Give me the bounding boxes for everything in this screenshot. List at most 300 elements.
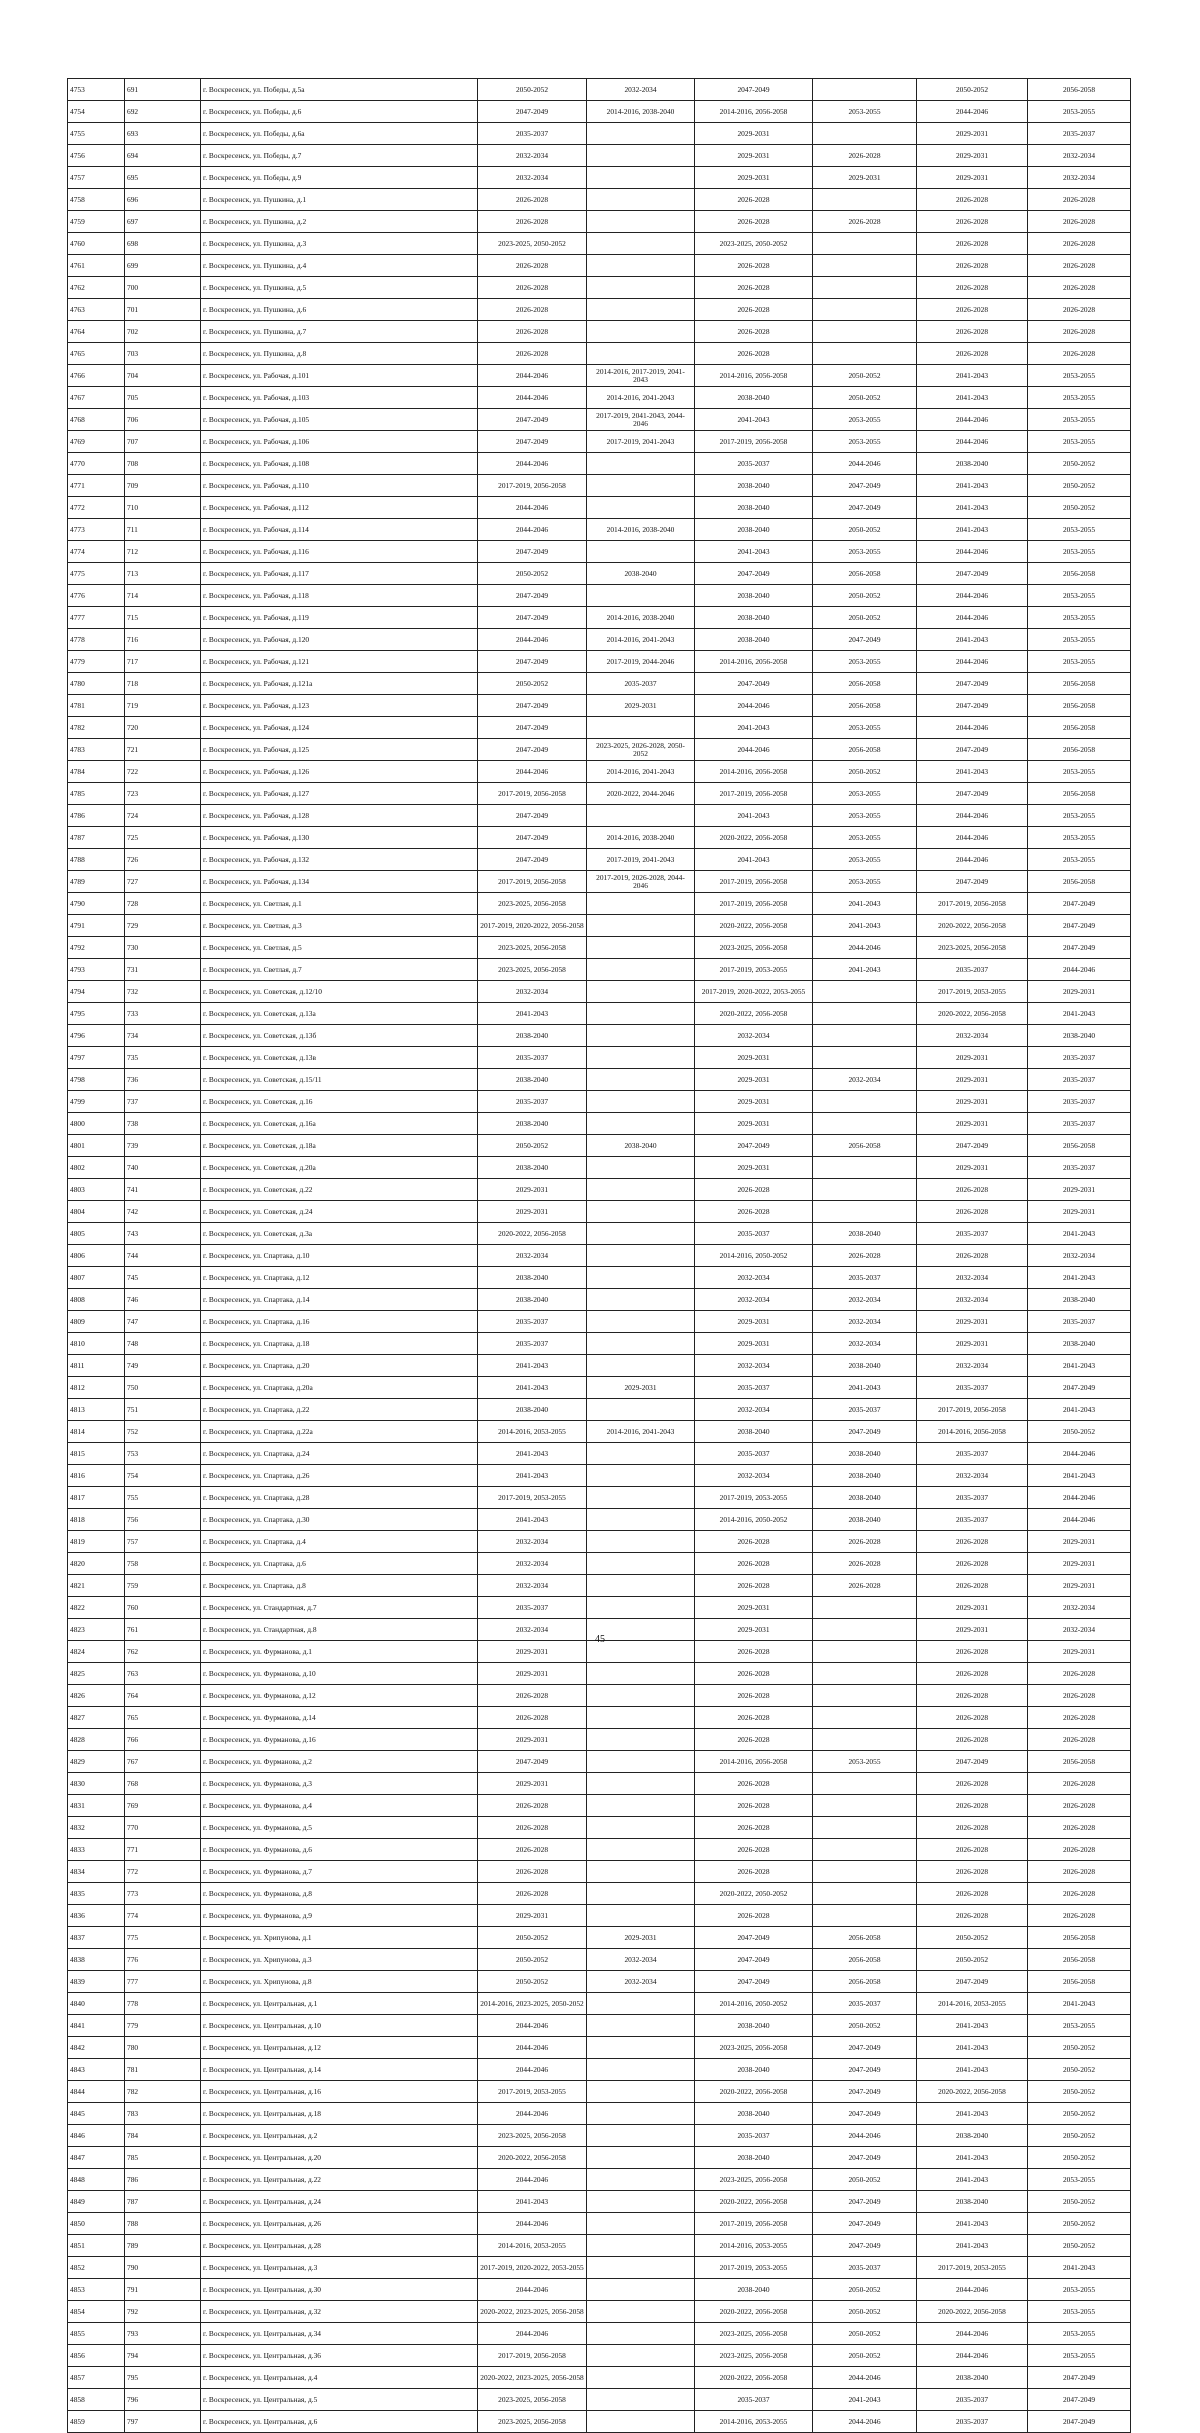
period-cell-5: 2026-2028 [917, 1773, 1028, 1795]
table-row [68, 2367, 1131, 2389]
period-cell-2 [587, 2367, 695, 2389]
period-cell-1: 2026-2028 [478, 299, 587, 321]
address-cell: г. Воскресенск, ул. Советская, д.24 [201, 1201, 478, 1223]
period-cell-5: 2044-2046 [917, 541, 1028, 563]
period-cell-6: 2056-2058 [1028, 739, 1131, 761]
item-number-cell: 762 [125, 1641, 201, 1663]
period-cell-4: 2056-2058 [813, 695, 917, 717]
period-cell-3: 2047-2049 [695, 563, 813, 585]
table-row [68, 1597, 1131, 1619]
table-row [68, 1905, 1131, 1927]
address-cell: г. Воскресенск, ул. Спартака, д.20 [201, 1355, 478, 1377]
period-cell-5: 2023-2025, 2056-2058 [917, 937, 1028, 959]
row-number-cell: 4846 [68, 2125, 125, 2147]
period-cell-1: 2038-2040 [478, 1289, 587, 1311]
period-cell-4 [813, 1047, 917, 1069]
period-cell-5: 2026-2028 [917, 189, 1028, 211]
item-number-cell: 772 [125, 1861, 201, 1883]
table-row [68, 717, 1131, 739]
period-cell-6: 2032-2034 [1028, 1619, 1131, 1641]
item-number-cell: 743 [125, 1223, 201, 1245]
period-cell-1: 2029-2031 [478, 1201, 587, 1223]
period-cell-5: 2044-2046 [917, 717, 1028, 739]
item-number-cell: 699 [125, 255, 201, 277]
address-cell: г. Воскресенск, ул. Советская, д.13б [201, 1025, 478, 1047]
period-cell-1: 2044-2046 [478, 519, 587, 541]
address-cell: г. Воскресенск, ул. Спартака, д.4 [201, 1531, 478, 1553]
period-cell-4: 2050-2052 [813, 2169, 917, 2191]
period-cell-5: 2032-2034 [917, 1025, 1028, 1047]
period-cell-4: 2053-2055 [813, 101, 917, 123]
address-cell: г. Воскресенск, ул. Победы, д.9 [201, 167, 478, 189]
period-cell-6: 2026-2028 [1028, 189, 1131, 211]
period-cell-6: 2029-2031 [1028, 981, 1131, 1003]
item-number-cell: 771 [125, 1839, 201, 1861]
period-cell-5: 2041-2043 [917, 2037, 1028, 2059]
period-cell-3: 2029-2031 [695, 167, 813, 189]
table-row [68, 233, 1131, 255]
period-cell-3: 2026-2028 [695, 211, 813, 233]
period-cell-4: 2047-2049 [813, 2191, 917, 2213]
table-row [68, 1971, 1131, 1993]
period-cell-3: 2026-2028 [695, 1839, 813, 1861]
period-cell-5: 2038-2040 [917, 453, 1028, 475]
address-cell: г. Воскресенск, ул. Спартака, д.22а [201, 1421, 478, 1443]
period-cell-6: 2035-2037 [1028, 1047, 1131, 1069]
table-row [68, 1663, 1131, 1685]
period-cell-3: 2023-2025, 2050-2052 [695, 233, 813, 255]
item-number-cell: 707 [125, 431, 201, 453]
item-number-cell: 775 [125, 1927, 201, 1949]
period-cell-4: 2026-2028 [813, 211, 917, 233]
period-cell-1: 2044-2046 [478, 365, 587, 387]
table-row [68, 321, 1131, 343]
period-cell-6: 2053-2055 [1028, 2345, 1131, 2367]
period-cell-2: 2014-2016, 2041-2043 [587, 387, 695, 409]
table-row [68, 167, 1131, 189]
period-cell-5: 2044-2046 [917, 431, 1028, 453]
period-cell-2 [587, 1773, 695, 1795]
period-cell-5: 2020-2022, 2056-2058 [917, 915, 1028, 937]
period-cell-3: 2020-2022, 2056-2058 [695, 2367, 813, 2389]
period-cell-5: 2041-2043 [917, 365, 1028, 387]
period-cell-5: 2044-2046 [917, 651, 1028, 673]
address-cell: г. Воскресенск, ул. Рабочая, д.121 [201, 651, 478, 673]
period-cell-4: 2050-2052 [813, 2279, 917, 2301]
period-cell-4: 2047-2049 [813, 1421, 917, 1443]
table-row [68, 893, 1131, 915]
period-cell-4 [813, 1685, 917, 1707]
table-row [68, 805, 1131, 827]
period-cell-2 [587, 1465, 695, 1487]
period-cell-4 [813, 1861, 917, 1883]
period-cell-1: 2017-2019, 2056-2058 [478, 871, 587, 893]
period-cell-2 [587, 1245, 695, 1267]
period-cell-3: 2023-2025, 2056-2058 [695, 2345, 813, 2367]
table-row [68, 453, 1131, 475]
row-number-cell: 4852 [68, 2257, 125, 2279]
period-cell-1: 2020-2022, 2056-2058 [478, 1223, 587, 1245]
period-cell-1: 2050-2052 [478, 673, 587, 695]
period-cell-1: 2026-2028 [478, 255, 587, 277]
period-cell-2 [587, 2213, 695, 2235]
period-cell-1: 2026-2028 [478, 277, 587, 299]
address-cell: г. Воскресенск, ул. Рабочая, д.101 [201, 365, 478, 387]
period-cell-3: 2014-2016, 2056-2058 [695, 1751, 813, 1773]
period-cell-1: 2014-2016, 2053-2055 [478, 1421, 587, 1443]
row-number-cell: 4753 [68, 79, 125, 101]
period-cell-1: 2026-2028 [478, 1817, 587, 1839]
table-row [68, 1839, 1131, 1861]
item-number-cell: 785 [125, 2147, 201, 2169]
table-row [68, 1311, 1131, 1333]
period-cell-2 [587, 1685, 695, 1707]
period-cell-5: 2044-2046 [917, 101, 1028, 123]
period-cell-3: 2017-2019, 2056-2058 [695, 783, 813, 805]
period-cell-2 [587, 717, 695, 739]
period-cell-4: 2056-2058 [813, 739, 917, 761]
period-cell-6: 2026-2028 [1028, 321, 1131, 343]
address-cell: г. Воскресенск, ул. Рабочая, д.105 [201, 409, 478, 431]
period-cell-3: 2020-2022, 2056-2058 [695, 1003, 813, 1025]
table-row [68, 189, 1131, 211]
period-cell-4 [813, 1883, 917, 1905]
period-cell-3: 2026-2028 [695, 1817, 813, 1839]
period-cell-6: 2047-2049 [1028, 2367, 1131, 2389]
period-cell-2 [587, 1157, 695, 1179]
address-cell: г. Воскресенск, ул. Рабочая, д.123 [201, 695, 478, 717]
period-cell-4 [813, 189, 917, 211]
item-number-cell: 728 [125, 893, 201, 915]
period-cell-3: 2035-2037 [695, 1377, 813, 1399]
period-cell-6: 2053-2055 [1028, 2279, 1131, 2301]
address-cell: г. Воскресенск, ул. Центральная, д.5 [201, 2389, 478, 2411]
period-cell-3: 2029-2031 [695, 145, 813, 167]
row-number-cell: 4772 [68, 497, 125, 519]
period-cell-4: 2047-2049 [813, 2235, 917, 2257]
period-cell-5: 2026-2028 [917, 1663, 1028, 1685]
period-cell-1: 2050-2052 [478, 1949, 587, 1971]
row-number-cell: 4813 [68, 1399, 125, 1421]
period-cell-5: 2041-2043 [917, 2235, 1028, 2257]
row-number-cell: 4783 [68, 739, 125, 761]
row-number-cell: 4837 [68, 1927, 125, 1949]
period-cell-3: 2026-2028 [695, 1729, 813, 1751]
period-cell-2 [587, 2257, 695, 2279]
period-cell-2: 2014-2016, 2038-2040 [587, 827, 695, 849]
address-cell: г. Воскресенск, ул. Спартака, д.10 [201, 1245, 478, 1267]
period-cell-6: 2026-2028 [1028, 1817, 1131, 1839]
period-cell-3: 2029-2031 [695, 1157, 813, 1179]
row-number-cell: 4834 [68, 1861, 125, 1883]
period-cell-2 [587, 2059, 695, 2081]
address-cell: г. Воскресенск, ул. Фурманова, д.1 [201, 1641, 478, 1663]
period-cell-5: 2041-2043 [917, 2213, 1028, 2235]
period-cell-2 [587, 1113, 695, 1135]
address-cell: г. Воскресенск, ул. Спартака, д.22 [201, 1399, 478, 1421]
address-cell: г. Воскресенск, ул. Фурманова, д.9 [201, 1905, 478, 1927]
period-cell-3: 2038-2040 [695, 387, 813, 409]
item-number-cell: 794 [125, 2345, 201, 2367]
period-cell-2 [587, 915, 695, 937]
table-row [68, 1047, 1131, 1069]
period-cell-5: 2026-2028 [917, 1883, 1028, 1905]
period-cell-2 [587, 1993, 695, 2015]
item-number-cell: 767 [125, 1751, 201, 1773]
period-cell-6: 2035-2037 [1028, 1091, 1131, 1113]
table-row [68, 1223, 1131, 1245]
period-cell-3: 2026-2028 [695, 299, 813, 321]
period-cell-2 [587, 1267, 695, 1289]
period-cell-6: 2035-2037 [1028, 123, 1131, 145]
row-number-cell: 4758 [68, 189, 125, 211]
period-cell-5: 2026-2028 [917, 1641, 1028, 1663]
period-cell-3: 2029-2031 [695, 1113, 813, 1135]
item-number-cell: 750 [125, 1377, 201, 1399]
period-cell-3: 2026-2028 [695, 277, 813, 299]
item-number-cell: 777 [125, 1971, 201, 1993]
item-number-cell: 788 [125, 2213, 201, 2235]
period-cell-5: 2044-2046 [917, 585, 1028, 607]
period-cell-1: 2026-2028 [478, 1883, 587, 1905]
period-cell-5: 2038-2040 [917, 2125, 1028, 2147]
period-cell-6: 2041-2043 [1028, 1223, 1131, 1245]
period-cell-5: 2026-2028 [917, 233, 1028, 255]
period-cell-6: 2056-2058 [1028, 563, 1131, 585]
address-cell: г. Воскресенск, ул. Спартака, д.18 [201, 1333, 478, 1355]
table-row [68, 79, 1131, 101]
table-row [68, 2279, 1131, 2301]
period-cell-6: 2050-2052 [1028, 2235, 1131, 2257]
period-cell-1: 2044-2046 [478, 2103, 587, 2125]
period-cell-4: 2053-2055 [813, 783, 917, 805]
address-cell: г. Воскресенск, ул. Спартака, д.20а [201, 1377, 478, 1399]
row-number-cell: 4817 [68, 1487, 125, 1509]
period-cell-1: 2038-2040 [478, 1267, 587, 1289]
period-cell-2: 2038-2040 [587, 563, 695, 585]
period-cell-5: 2047-2049 [917, 563, 1028, 585]
period-cell-1: 2047-2049 [478, 695, 587, 717]
row-number-cell: 4755 [68, 123, 125, 145]
period-cell-1: 2017-2019, 2053-2055 [478, 2081, 587, 2103]
row-number-cell: 4762 [68, 277, 125, 299]
item-number-cell: 773 [125, 1883, 201, 1905]
item-number-cell: 736 [125, 1069, 201, 1091]
period-cell-6: 2050-2052 [1028, 475, 1131, 497]
period-cell-4: 2044-2046 [813, 2367, 917, 2389]
period-cell-2 [587, 893, 695, 915]
item-number-cell: 766 [125, 1729, 201, 1751]
period-cell-3: 2026-2028 [695, 189, 813, 211]
period-cell-3: 2026-2028 [695, 1531, 813, 1553]
period-cell-6: 2053-2055 [1028, 849, 1131, 871]
period-cell-4: 2044-2046 [813, 2125, 917, 2147]
period-cell-2 [587, 233, 695, 255]
period-cell-6: 2050-2052 [1028, 2147, 1131, 2169]
period-cell-1: 2047-2049 [478, 805, 587, 827]
period-cell-1: 2032-2034 [478, 981, 587, 1003]
period-cell-5: 2026-2028 [917, 1839, 1028, 1861]
period-cell-3: 2035-2037 [695, 2125, 813, 2147]
period-cell-1: 2017-2019, 2056-2058 [478, 783, 587, 805]
table-row [68, 2015, 1131, 2037]
table-row [68, 2103, 1131, 2125]
period-cell-5: 2026-2028 [917, 1531, 1028, 1553]
period-cell-1: 2050-2052 [478, 1971, 587, 1993]
address-cell: г. Воскресенск, ул. Победы, д.6а [201, 123, 478, 145]
period-cell-2: 2029-2031 [587, 1927, 695, 1949]
period-cell-4 [813, 1597, 917, 1619]
period-cell-6: 2029-2031 [1028, 1201, 1131, 1223]
period-cell-1: 2041-2043 [478, 1377, 587, 1399]
table-row [68, 1421, 1131, 1443]
period-cell-6: 2050-2052 [1028, 453, 1131, 475]
address-cell: г. Воскресенск, ул. Спартака, д.12 [201, 1267, 478, 1289]
period-cell-1: 2041-2043 [478, 1443, 587, 1465]
period-cell-6: 2050-2052 [1028, 497, 1131, 519]
period-cell-5: 2029-2031 [917, 123, 1028, 145]
period-cell-4 [813, 1729, 917, 1751]
period-cell-6: 2053-2055 [1028, 519, 1131, 541]
period-cell-1: 2038-2040 [478, 1113, 587, 1135]
period-cell-2: 2017-2019, 2041-2043 [587, 431, 695, 453]
item-number-cell: 732 [125, 981, 201, 1003]
period-cell-4: 2026-2028 [813, 1531, 917, 1553]
period-cell-3: 2029-2031 [695, 123, 813, 145]
address-cell: г. Воскресенск, ул. Центральная, д.2 [201, 2125, 478, 2147]
row-number-cell: 4761 [68, 255, 125, 277]
period-cell-3: 2026-2028 [695, 343, 813, 365]
period-cell-3: 2029-2031 [695, 1311, 813, 1333]
period-cell-6: 2029-2031 [1028, 1531, 1131, 1553]
period-cell-2: 2014-2016, 2038-2040 [587, 607, 695, 629]
period-cell-6: 2053-2055 [1028, 761, 1131, 783]
period-cell-5: 2038-2040 [917, 2191, 1028, 2213]
period-cell-6: 2026-2028 [1028, 1663, 1131, 1685]
row-number-cell: 4759 [68, 211, 125, 233]
period-cell-6: 2056-2058 [1028, 695, 1131, 717]
address-cell: г. Воскресенск, ул. Центральная, д.14 [201, 2059, 478, 2081]
period-cell-6: 2041-2043 [1028, 2257, 1131, 2279]
period-cell-5: 2029-2031 [917, 1597, 1028, 1619]
period-cell-2 [587, 1663, 695, 1685]
period-cell-6: 2026-2028 [1028, 1839, 1131, 1861]
row-number-cell: 4847 [68, 2147, 125, 2169]
table-body [68, 79, 1131, 2433]
period-cell-1: 2026-2028 [478, 211, 587, 233]
period-cell-6: 2053-2055 [1028, 827, 1131, 849]
address-cell: г. Воскресенск, ул. Советская, д.20а [201, 1157, 478, 1179]
period-cell-6: 2050-2052 [1028, 1421, 1131, 1443]
period-cell-2 [587, 1355, 695, 1377]
period-cell-6: 2053-2055 [1028, 607, 1131, 629]
period-cell-6: 2026-2028 [1028, 233, 1131, 255]
row-number-cell: 4803 [68, 1179, 125, 1201]
period-cell-3: 2032-2034 [695, 1267, 813, 1289]
address-cell: г. Воскресенск, ул. Фурманова, д.4 [201, 1795, 478, 1817]
row-number-cell: 4784 [68, 761, 125, 783]
address-cell: г. Воскресенск, ул. Пушкина, д.6 [201, 299, 478, 321]
row-number-cell: 4821 [68, 1575, 125, 1597]
period-cell-3: 2014-2016, 2053-2055 [695, 2235, 813, 2257]
period-cell-1: 2044-2046 [478, 2323, 587, 2345]
table-row [68, 365, 1131, 387]
period-cell-3: 2035-2037 [695, 1443, 813, 1465]
period-cell-5: 2041-2043 [917, 2169, 1028, 2191]
item-number-cell: 776 [125, 1949, 201, 1971]
period-cell-5: 2026-2028 [917, 1245, 1028, 1267]
period-cell-5: 2026-2028 [917, 1707, 1028, 1729]
period-cell-3: 2026-2028 [695, 1905, 813, 1927]
table-row [68, 1487, 1131, 1509]
address-cell: г. Воскресенск, ул. Центральная, д.16 [201, 2081, 478, 2103]
period-cell-3: 2026-2028 [695, 1795, 813, 1817]
row-number-cell: 4766 [68, 365, 125, 387]
period-cell-2 [587, 343, 695, 365]
item-number-cell: 748 [125, 1333, 201, 1355]
item-number-cell: 781 [125, 2059, 201, 2081]
period-cell-2 [587, 1487, 695, 1509]
address-cell: г. Воскресенск, ул. Рабочая, д.127 [201, 783, 478, 805]
period-cell-1: 2017-2019, 2056-2058 [478, 2345, 587, 2367]
period-cell-1: 2044-2046 [478, 2015, 587, 2037]
address-cell: г. Воскресенск, ул. Советская, д.3а [201, 1223, 478, 1245]
document-table-container [67, 78, 1130, 2433]
period-cell-4: 2047-2049 [813, 497, 917, 519]
address-cell: г. Воскресенск, ул. Рабочая, д.112 [201, 497, 478, 519]
period-cell-1: 2044-2046 [478, 629, 587, 651]
period-cell-1: 2044-2046 [478, 2059, 587, 2081]
item-number-cell: 706 [125, 409, 201, 431]
period-cell-6: 2053-2055 [1028, 387, 1131, 409]
row-number-cell: 4797 [68, 1047, 125, 1069]
item-number-cell: 779 [125, 2015, 201, 2037]
item-number-cell: 694 [125, 145, 201, 167]
period-cell-4: 2038-2040 [813, 1487, 917, 1509]
period-cell-1: 2032-2034 [478, 145, 587, 167]
period-cell-4: 2032-2034 [813, 1069, 917, 1091]
period-cell-3: 2047-2049 [695, 79, 813, 101]
period-cell-6: 2050-2052 [1028, 2191, 1131, 2213]
period-cell-1: 2050-2052 [478, 1927, 587, 1949]
period-cell-2 [587, 1795, 695, 1817]
period-cell-6: 2047-2049 [1028, 1377, 1131, 1399]
period-cell-3: 2038-2040 [695, 585, 813, 607]
item-number-cell: 791 [125, 2279, 201, 2301]
period-cell-4 [813, 1025, 917, 1047]
item-number-cell: 704 [125, 365, 201, 387]
period-cell-3: 2020-2022, 2056-2058 [695, 2081, 813, 2103]
period-cell-6: 2053-2055 [1028, 101, 1131, 123]
row-number-cell: 4798 [68, 1069, 125, 1091]
item-number-cell: 709 [125, 475, 201, 497]
period-cell-3: 2038-2040 [695, 2103, 813, 2125]
item-number-cell: 713 [125, 563, 201, 585]
period-cell-2 [587, 1531, 695, 1553]
period-cell-1: 2026-2028 [478, 321, 587, 343]
period-cell-2 [587, 1575, 695, 1597]
item-number-cell: 705 [125, 387, 201, 409]
address-cell: г. Воскресенск, ул. Хрипунова, д.3 [201, 1949, 478, 1971]
period-cell-5: 2017-2019, 2056-2058 [917, 1399, 1028, 1421]
period-cell-1: 2047-2049 [478, 607, 587, 629]
period-cell-6: 2047-2049 [1028, 2411, 1131, 2433]
row-number-cell: 4801 [68, 1135, 125, 1157]
period-cell-4 [813, 255, 917, 277]
period-cell-3: 2017-2019, 2056-2058 [695, 893, 813, 915]
period-cell-3: 2020-2022, 2056-2058 [695, 827, 813, 849]
row-number-cell: 4785 [68, 783, 125, 805]
